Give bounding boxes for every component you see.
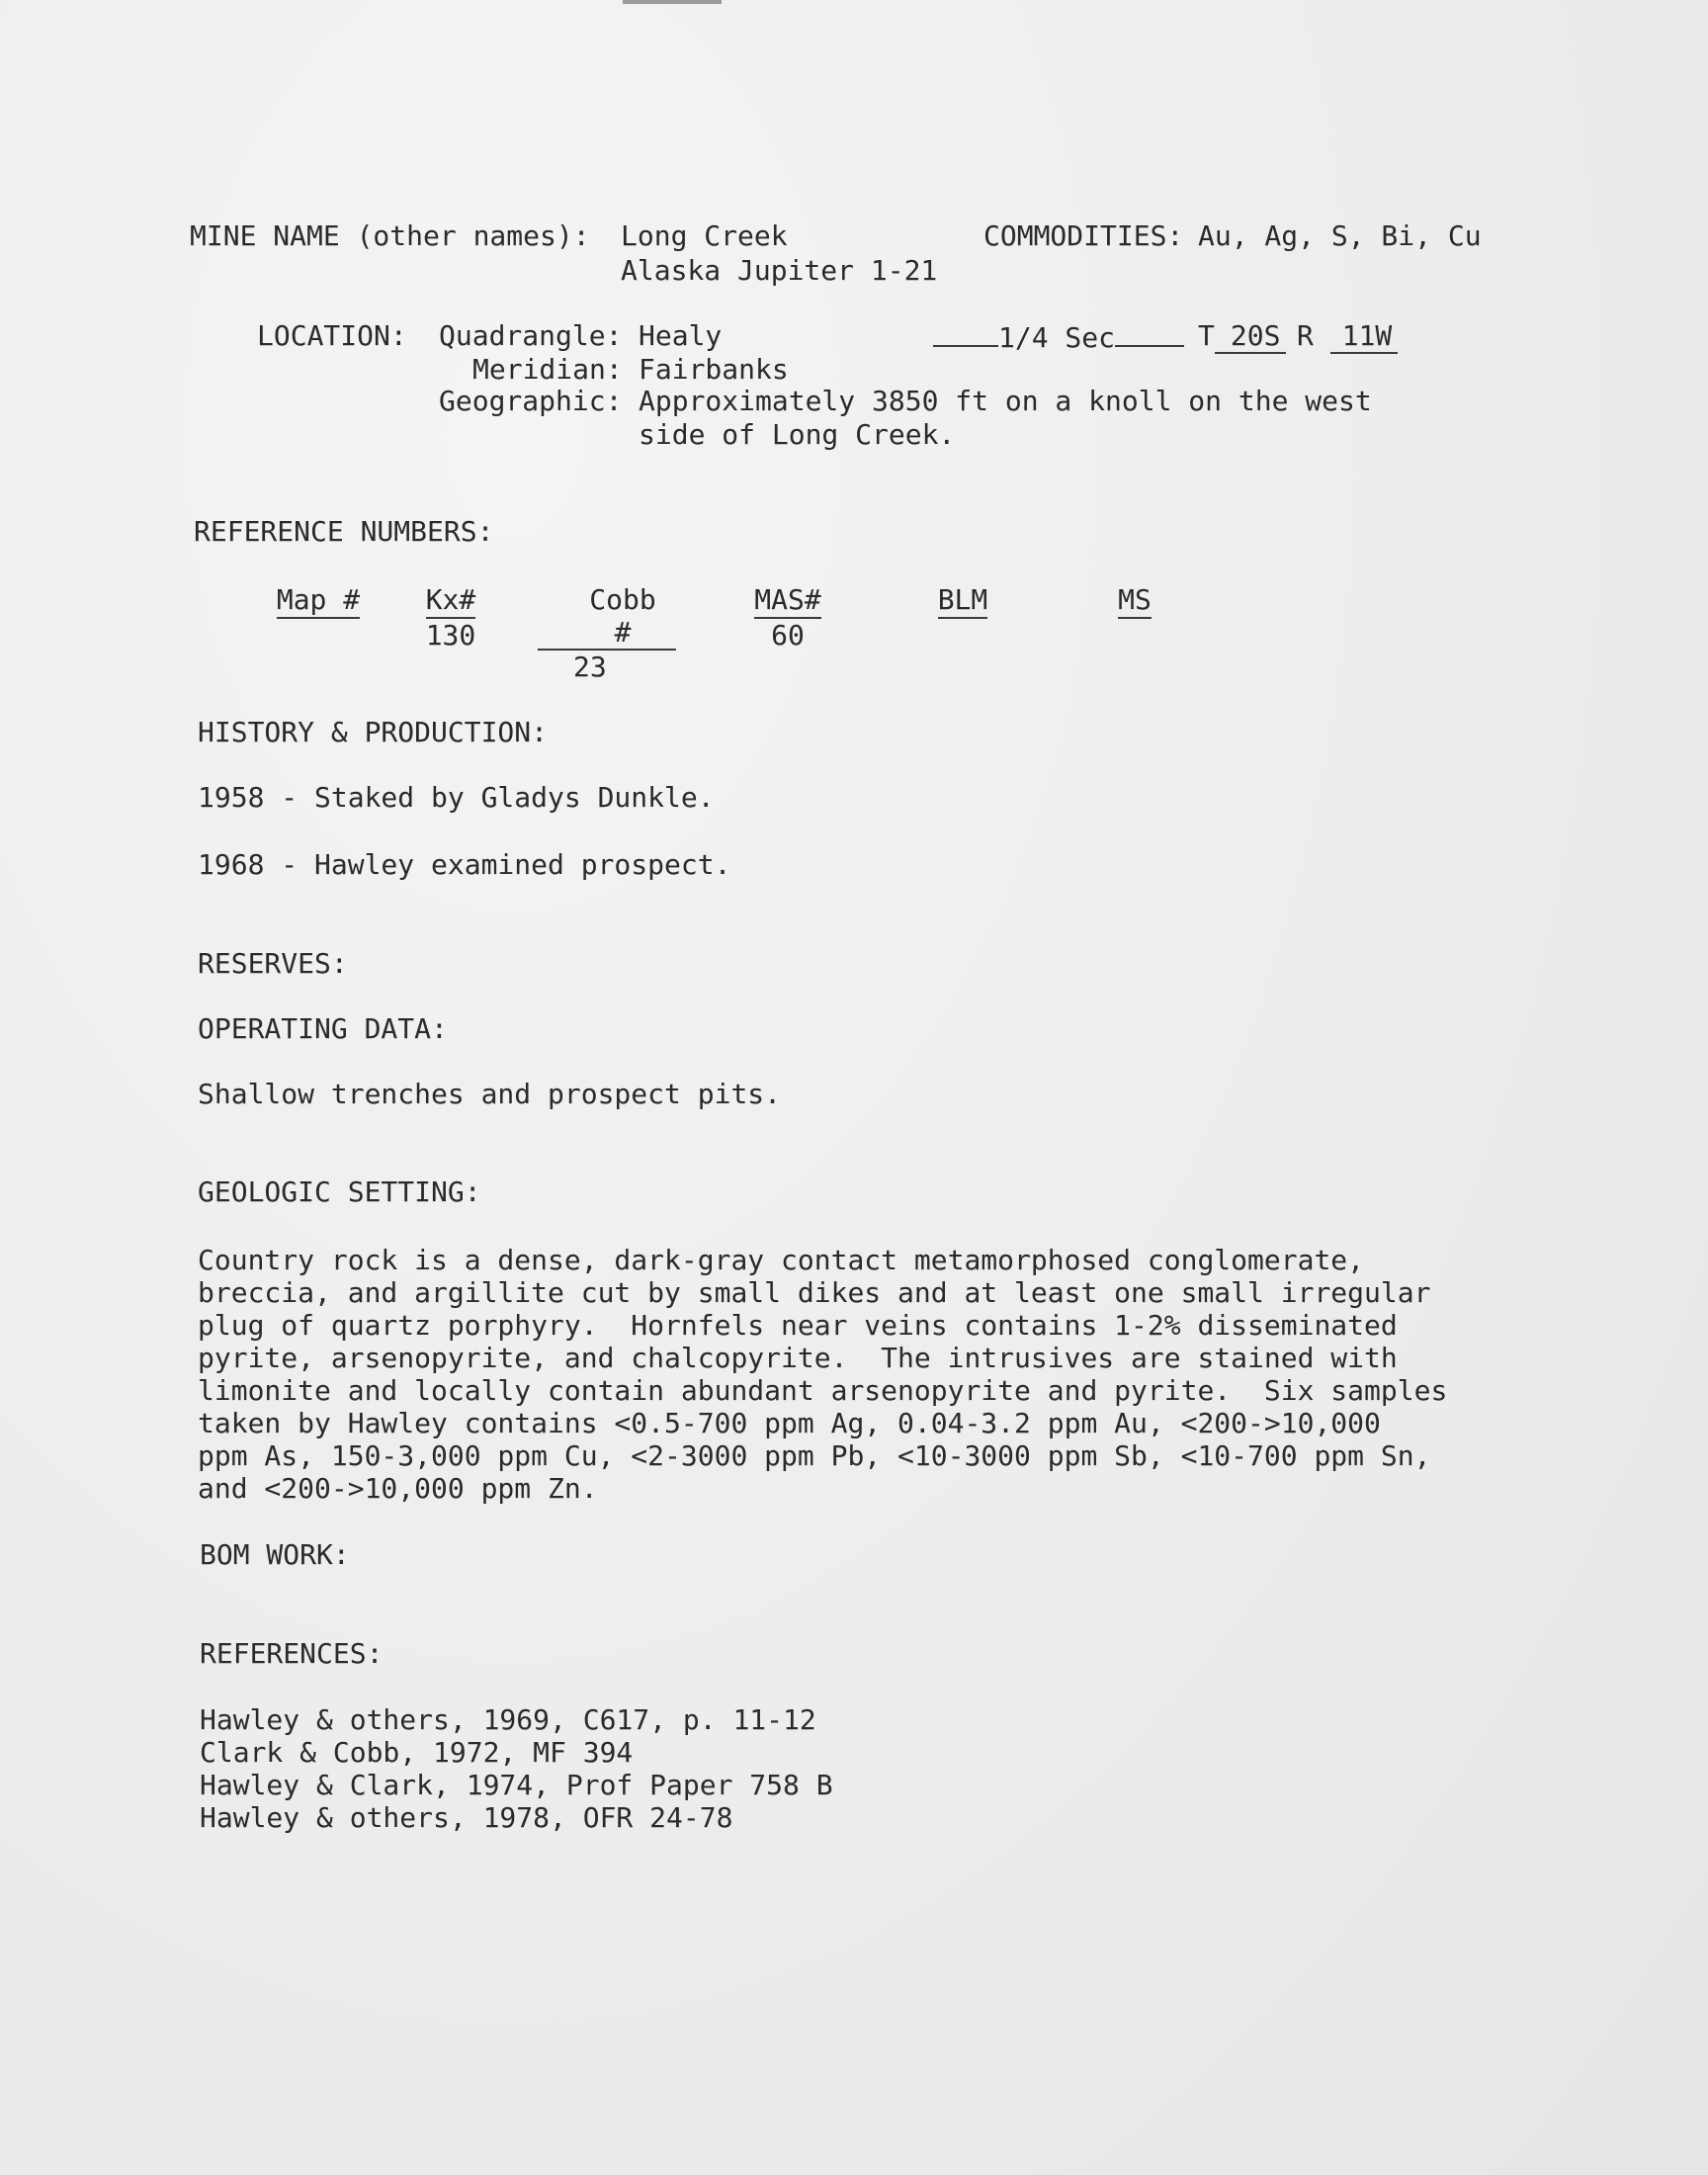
ref-col-kx bbox=[421, 583, 480, 652]
geologic-paragraph bbox=[198, 1244, 1447, 1505]
range-value: 11W bbox=[1330, 319, 1399, 354]
ref-col-map bbox=[273, 583, 364, 619]
geologic-line: and <200->10,000 ppm Zn. bbox=[198, 1472, 598, 1505]
ref-header-cobb: Cobb # bbox=[538, 583, 676, 651]
range-field bbox=[1297, 319, 1398, 352]
meridian-value: Fairbanks bbox=[639, 353, 789, 386]
township-value: 20S bbox=[1215, 319, 1287, 354]
commodities-label: COMMODITIES: bbox=[983, 219, 1184, 252]
reference-item: Hawley & Clark, 1974, Prof Paper 758 B bbox=[200, 1769, 833, 1801]
top-mark bbox=[623, 0, 722, 4]
references-heading: REFERENCES: bbox=[200, 1637, 384, 1670]
history-entry-1: 1958 - Staked by Gladys Dunkle. bbox=[198, 781, 715, 814]
reference-numbers-heading: REFERENCE NUMBERS: bbox=[194, 515, 494, 548]
operating-text: Shallow trenches and prospect pits. bbox=[198, 1078, 782, 1110]
section-blank bbox=[1115, 319, 1184, 347]
mine-other-name: Alaska Jupiter 1-21 bbox=[621, 254, 938, 287]
reference-item: Hawley & others, 1969, C617, p. 11-12 bbox=[200, 1703, 816, 1736]
ref-value-kx: 130 bbox=[425, 619, 476, 652]
quarter-blank bbox=[933, 319, 998, 347]
geologic-line: taken by Hawley contains <0.5-700 ppm Ag, 0.04-3.2 ppm Au, <200->10,000 bbox=[198, 1407, 1381, 1439]
ref-col-ms bbox=[1115, 583, 1154, 619]
geologic-line: plug of quartz porphyry. Hornfels near veins contains 1-2% disseminated bbox=[198, 1309, 1398, 1342]
geographic-label: Geographic: bbox=[439, 385, 623, 417]
geologic-line: pyrite, arsenopyrite, and chalcopyrite. The intrusives are stained with bbox=[198, 1342, 1398, 1374]
commodities-value: Au, Ag, S, Bi, Cu bbox=[1198, 219, 1482, 252]
history-entry-2: 1968 - Hawley examined prospect. bbox=[198, 848, 731, 881]
reference-item: Hawley & others, 1978, OFR 24-78 bbox=[200, 1801, 733, 1834]
ref-header-blm: BLM bbox=[938, 583, 988, 619]
operating-heading: OPERATING DATA: bbox=[198, 1012, 448, 1045]
meridian-label: Meridian: bbox=[472, 353, 623, 386]
location-label: LOCATION: bbox=[257, 319, 407, 352]
history-heading: HISTORY & PRODUCTION: bbox=[198, 716, 549, 748]
quarter-section-field bbox=[933, 319, 1184, 354]
geologic-line: limonite and locally contain abundant arsenopyrite and pyrite. Six samples bbox=[198, 1374, 1448, 1407]
geologic-line: Country rock is a dense, dark-gray contact metamorphosed conglomerate, bbox=[198, 1244, 1365, 1276]
geographic-line-2: side of Long Creek. bbox=[639, 418, 956, 451]
range-label: R bbox=[1297, 319, 1314, 352]
ref-col-mas bbox=[751, 583, 824, 652]
reference-item: Clark & Cobb, 1972, MF 394 bbox=[200, 1736, 634, 1769]
ref-value-mas: 60 bbox=[771, 619, 805, 652]
geologic-line: ppm As, 150-3,000 ppm Cu, <2-3000 ppm Pb, <10-3000 ppm Sb, <10-700 ppm Sn, bbox=[198, 1439, 1431, 1472]
bom-work-heading: BOM WORK: bbox=[200, 1538, 350, 1571]
quarter-section-label: 1/4 Sec bbox=[998, 321, 1116, 354]
ref-header-map: Map # bbox=[277, 583, 360, 619]
references-list bbox=[200, 1703, 833, 1834]
ref-header-mas: MAS# bbox=[754, 583, 820, 619]
ref-header-kx: Kx# bbox=[426, 583, 476, 619]
geologic-line: breccia, and argillite cut by small dikes and at least one small irregular bbox=[198, 1276, 1431, 1309]
ref-col-cobb bbox=[538, 583, 676, 683]
ref-header-ms: MS bbox=[1118, 583, 1152, 619]
geologic-heading: GEOLOGIC SETTING: bbox=[198, 1175, 481, 1208]
ref-value-cobb: 23 bbox=[573, 651, 607, 683]
quadrangle-value: Healy bbox=[639, 319, 723, 352]
township-label: T bbox=[1198, 319, 1215, 352]
mine-name: Long Creek bbox=[621, 219, 788, 252]
mine-name-label: MINE NAME (other names): bbox=[190, 219, 590, 252]
reserves-heading: RESERVES: bbox=[198, 947, 348, 980]
township-field bbox=[1198, 319, 1286, 352]
geographic-line-1: Approximately 3850 ft on a knoll on the west bbox=[639, 385, 1372, 417]
quadrangle-label: Quadrangle: bbox=[439, 319, 623, 352]
ref-col-blm bbox=[933, 583, 992, 619]
